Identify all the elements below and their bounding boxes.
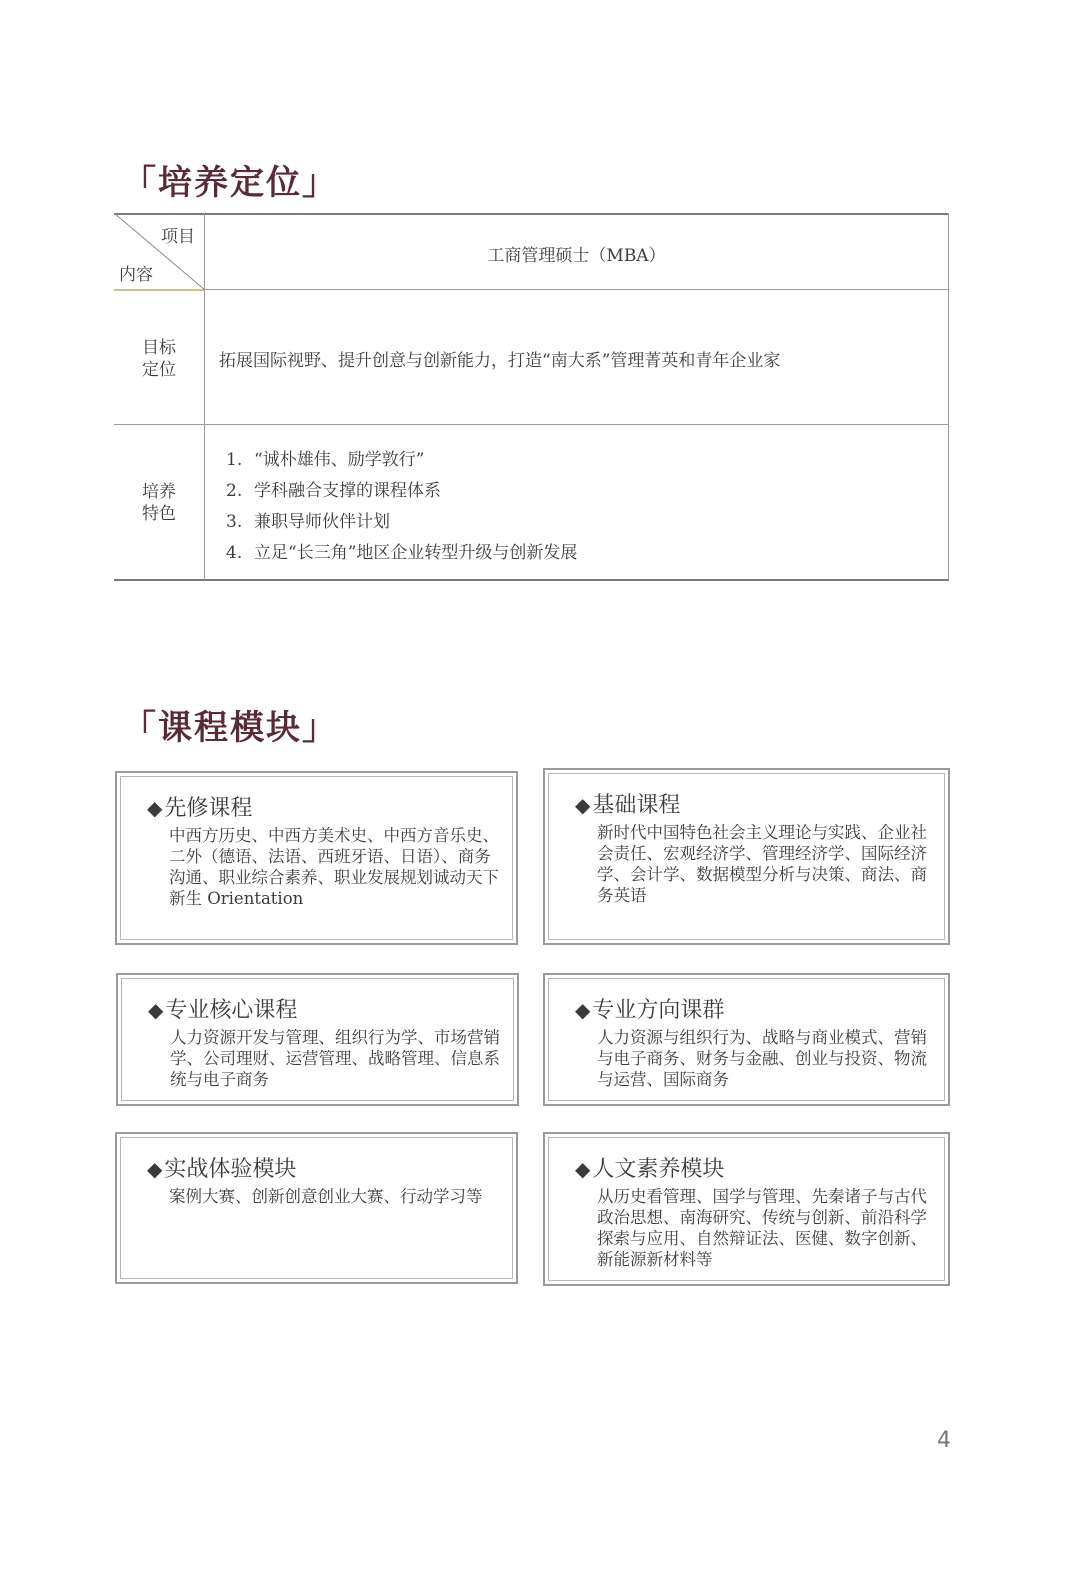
- list-item-number: 1.: [226, 450, 243, 470]
- section-title-positioning: 「培养定位」: [122, 163, 338, 203]
- module-title-text: 专业核心课程: [165, 998, 298, 1023]
- list-item-text: 学科融合支撑的课程体系: [254, 481, 441, 501]
- module-title-text: 先修课程: [164, 796, 253, 821]
- module-title: [148, 993, 297, 1024]
- list-item: [226, 507, 577, 538]
- diamond-bullet-icon: ◆: [575, 1157, 591, 1181]
- list-item-text: 立足“长三角”地区企业转型升级与创新发展: [254, 543, 578, 563]
- program-name: 工商管理硕士（MBA）: [487, 246, 666, 266]
- module-description: 从历史看管理、国学与管理、先秦诸子与古代政治思想、南海研究、传统与创新、前沿科学探索与应用、自然辩证法、医健、数字创新、新能源新材料等: [597, 1187, 927, 1269]
- module-card-practice: [115, 1132, 518, 1284]
- module-title: [575, 993, 724, 1024]
- diamond-bullet-icon: ◆: [147, 796, 163, 820]
- module-card-core: [116, 973, 519, 1106]
- table-header-divider: [204, 289, 949, 290]
- table-right-border: [948, 213, 949, 580]
- page-number: 4: [937, 1428, 951, 1453]
- module-title-text: 专业方向课群: [592, 998, 725, 1023]
- module-card-prerequisite: [115, 771, 518, 945]
- module-title: [575, 788, 680, 819]
- goal-row-label: [114, 337, 204, 381]
- table-bottom-border: [114, 579, 949, 581]
- list-item-text: “诚朴雄伟、励学敦行”: [254, 450, 425, 470]
- list-item-number: 3.: [226, 512, 243, 532]
- list-item-number: 2.: [226, 481, 243, 501]
- module-title-text: 人文素养模块: [592, 1157, 725, 1182]
- table-top-border: [114, 213, 949, 215]
- diamond-bullet-icon: ◆: [147, 1157, 163, 1181]
- goal-label-line1: 目标: [142, 338, 176, 358]
- diamond-bullet-icon: ◆: [575, 998, 591, 1022]
- goal-label-line2: 定位: [142, 360, 176, 380]
- goal-text: 拓展国际视野、提升创意与创新能力，打造“南大系”管理菁英和青年企业家: [219, 351, 781, 371]
- list-item: [226, 476, 577, 507]
- diamond-bullet-icon: ◆: [575, 793, 591, 817]
- module-title-text: 实战体验模块: [164, 1157, 297, 1182]
- diamond-bullet-icon: ◆: [148, 998, 164, 1022]
- positioning-table: [114, 213, 949, 581]
- module-description: 案例大赛、创新创意创业大赛、行动学习等: [169, 1187, 483, 1206]
- list-item: [226, 445, 577, 476]
- list-item-number: 4.: [226, 543, 243, 563]
- feature-row-label: [114, 481, 204, 525]
- section-title-modules: 「课程模块」: [122, 708, 338, 748]
- feature-list: [226, 445, 577, 569]
- module-description: 中西方历史、中西方美术史、中西方音乐史、二外（德语、法语、西班牙语、日语）、商务沟通、职业综合素养、职业发展规划诚动天下新生 Orientation: [169, 826, 499, 908]
- table-row-divider: [114, 424, 949, 425]
- header-content-label: 内容: [119, 265, 153, 285]
- header-project-label: 项目: [161, 227, 195, 247]
- module-card-foundation: [543, 768, 950, 945]
- module-card-specialization: [543, 973, 950, 1106]
- module-title-text: 基础课程: [592, 793, 681, 818]
- module-card-humanities: [543, 1132, 950, 1286]
- list-item-text: 兼职导师伙伴计划: [254, 512, 390, 532]
- list-item: [226, 538, 577, 569]
- module-title: [147, 1152, 296, 1183]
- feature-label-line1: 培养: [142, 482, 176, 502]
- module-description: 人力资源与组织行为、战略与商业模式、营销与电子商务、财务与金融、创业与投资、物流与运营、国际商务: [597, 1028, 927, 1089]
- feature-label-line2: 特色: [142, 504, 176, 524]
- module-title: [147, 791, 252, 822]
- module-description: 人力资源开发与管理、组织行为学、市场营销学、公司理财、运营管理、战略管理、信息系统与电子商务: [170, 1028, 500, 1089]
- module-title: [575, 1152, 724, 1183]
- module-description: 新时代中国特色社会主义理论与实践、企业社会责任、宏观经济学、管理经济学、国际经济学、会计学、数据模型分析与决策、商法、商务英语: [597, 823, 927, 905]
